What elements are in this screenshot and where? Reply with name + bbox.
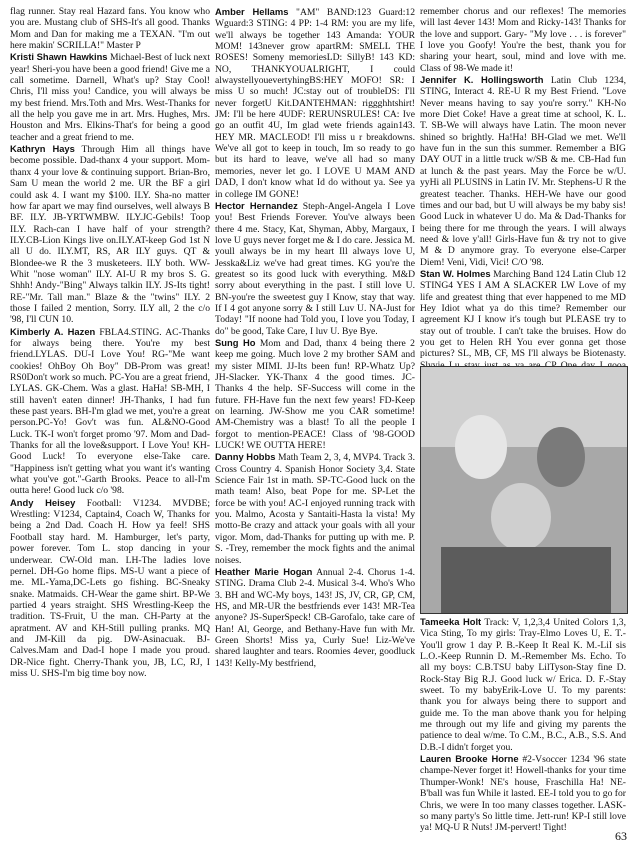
text-column-3-lower <box>420 616 627 834</box>
senior-name: Jennifer K. Hollingsworth <box>420 74 544 86</box>
senior-name: Kathryn Hays <box>10 143 75 155</box>
text-column-3 <box>420 6 626 364</box>
senior-message: Mom and Dad, thanx 4 being there 2 keep me going. Much love 2 my brother SAM and my sister MIMI. JJ-Its been fun! RP-Whatz Up? JH-Slacker. YK-Thanx 4 the good times. JC-Thanks 4 the help. SF-Success will come in the future. FH-Have fun the next few years! FD-Keep on learning. JW-Show me you CAR sometime! AM-Chemistry was a blast! To all the people I forgot to mention-PEACE! Class of '98-GOOD LUCK! WE OUTTA HERE! <box>215 337 415 452</box>
senior-entry <box>215 337 415 451</box>
senior-name: Danny Hobbs <box>215 451 276 463</box>
senior-message: Marching Band 124 Latin Club 12 STING4 YES I AM A SLACKER LW Love of my life and greatest thing that ever happened to me MD Hey Idiot what ya do this time? Remember our agreement KJ I know it's tough but PLEASE try to stay out of trouble. I can't take the bruises. How do you get to Helen RH You ever gonna get those pictures? SL, MB, CF, MS I'll always be Biotenasty. <box>420 268 627 360</box>
senior-name: Kimberly A. Hazen <box>10 325 96 337</box>
senior-entry <box>215 566 415 669</box>
senior-message: "AM" BAND:123 Guard:12 Wguard:3 STING: 4 PP: 1-4 RM: you are my life, we'll always be together 143 Amanda: YOUR MOM! 143never grow apartRM: SMELL THE ROSES! Someny memoriesLD: SillyB! 143 KD: NO, THANKYOUALRIGHT, I could alwaystellyouevertyhingBS:HEY MOFO! SR: I miss U so much! JC:stay out of troubleDS: I'll never forgetU Kit.DANTEHMAN: riggghhtshirt! JM: I'll be here 4UDF: RERUNSRULES! CA: Ive go an outfit 4U, Im glad wete friends again143. HEY MR. MACLEOD! I'll miss u r breakdowns. We've all got to keep in touch, Im so ready to go but its hard to leave, we've all had so many memories, never let go. I LOVE U MAM AND DAD, I don't know what Id do without ya. See ya in college IM GONE! <box>215 7 415 200</box>
senior-name: Amber Hellams <box>215 6 289 17</box>
senior-message: #2-Vsoccer 1234 '96 state champe-Never forget it! Howell-thanks for your time Thumper-Wonk! NE's house, Fraschilla Ha! NE-B'ball was fun While it lasted. EE-I told you to go for Chris, we were In too many classes together. LASK-so many party's So little time. Jett-run! KP-I still love ya! MQ-U R Nuts! JM-pervert! Tight! <box>420 754 626 834</box>
senior-name: Sung Ho <box>215 336 256 348</box>
photo-students-group-image <box>421 367 627 613</box>
senior-entry <box>10 326 210 497</box>
senior-message: remember chorus and our reflexes! The memories will last 4ever 143! Mom and Ricky-143! Thanks for the love and support. Gary- "My love . . . is forever" I love you Goofy! You're the best, thank you for sharing your heart, soul, mind and love with me. Class of 98-We made it! <box>420 6 626 74</box>
senior-entry <box>10 51 210 143</box>
senior-entry <box>215 6 415 200</box>
senior-message: Through Him all things have become possible. Dad-thanx 4 your support. Mom-thanx 4 your love & continuing support. Brian-Bro, Sam U mean the world 2 me. UR the BF a girl could ask 4. I want my $100. ILY. Sha-no matter how far apart we may find ourselves, well always B BF. ILY. JB-YRTWMBW. ILY.JC-Gebils! Toop ILY. Rach-can I have half of your strength? ILY.CB-Lion Kings live on.ILY.AT-keep God 1st N all U do. ILY.MT, RS, AR ILY guys. QT & Blondee-we R the 3 musketeers. ILY both. WW-Whit "nose woman" ILY. AI-U R my bros S. G. Shhh! Andy-"Bing" Always talkin ILY. JS-Its tight! RE-"Mr. Tall man." Blaze & the "twins" ILY. 2 those I failed 2 mention, Sorry. ILY all, 2 the c/o '98, I'll CUN 10. <box>10 144 210 326</box>
text-column-1 <box>10 6 210 828</box>
senior-entry <box>215 451 415 565</box>
senior-entry <box>420 6 626 74</box>
senior-name: Lauren Brooke Horne <box>420 753 519 765</box>
senior-message: Math Team 2, 3, 4, MVP4. Track 3. Cross Country 4. Spanish Honor Society 3,4. State Science Fair 1st in math. SP-TC-Good luck on the math team! Also, beat Pope for me. SP-Let the force be with you! AC-I enjoyed running track with you. Malmo, Acosta y Santaiti-Hasta la vista! My motto-Be crazy and attack your goals with all your vigor. Mom, dad-Thanks for putting up with me. P. S. -Trey, remember the mock fights and the animal noises. <box>215 452 416 566</box>
senior-entry <box>420 753 626 833</box>
senior-name: Heather Marie Hogan <box>215 565 313 577</box>
senior-entry <box>10 6 210 51</box>
senior-message: Track: V, 1,2,3,4 United Colors 1,3, Vica Sting, To my girls: Tray-Elmo Loves U, E. T.-You'll grow 1 day P. B.-Keep It Real K. M.-LiI sis L.O.-Keep Runnin D. M.-Remember Ms. Echo. To all my boys: C.B.TSU baby LilTyson-Stay fine D. Rock-Stay Big R.J. Good luck w/ Erica. D. F.-Stay sweet. To my babyErik-Love U. To my parents: thank you for always being there to support and guide me. To the man above thank you for helping me through out my life and giving my parents the patience to deal w/me. To C.M., B.C., A.B., S.S. And D.B.-I didn't forget you. <box>420 617 627 753</box>
senior-message: flag runner. Stay real Hazard fans. You know who you are. Mustang club of SHS-It's all good. Thanks Mom and Dan for making me a TEXAN. "I'm out here makin' SCRILLA!" Master P <box>10 6 210 52</box>
senior-name: Tameeka Holt <box>420 616 482 627</box>
page-number: 63 <box>615 829 627 843</box>
senior-message: Latin Club 1234, STING, Interact 4. RE-U R my Best Friend. "Love Never means having to say you're sorry." KH-No more Diet Coke! Have a great time at school, K. L. T. SB-We will always have Latin. The moon never shined so brightly. Ha!Ha! BH-Glad we met. We'll have fun in the sun this summer. Remember a BIG DAY OUT in a little truck w/SB & me. CB-Had fun at lunch & the past years. May the Force be w/U. yyHi all PLUSINS in Latin IV. Mr. Stephens-U R the greatest teacher. Thanks. HEH-We have our good times and our bad, but U will always be my baby sis! Good Luck in whatever U do. Ma & Dad-Thanks for being there for me through the years. I will always need & love y'all! Girls-Have fun & try not to give M & D anymore gray. To everyone else-Carper Diem! Veni, Vidi, Vici! C/O '98. <box>420 75 626 268</box>
senior-message: Annual 2-4. Chorus 1-4. STING. Drama Club 2-4. Musical 3-4. Who's Who 3. BH and WC-My boys, 143! JS, JV, CR, GP, CM, HS, and MR-UR the bestfriends ever 143! MR-Tea anyone? JS-SuperSpeck! CB-Garofalo, take care of Han! Al, George, and Bethany-Have fun with Mr. Green Shorts! Miss ya, Curly Sue! Liz-We've shared laughter and tears. Roomies 4ever, goodluck 143! Kelly-My bestfriend, <box>215 566 415 669</box>
text-column-2 <box>215 6 415 828</box>
senior-entry <box>10 143 210 326</box>
senior-name: Hector Hernandez <box>215 199 298 211</box>
photo-students-group <box>420 366 628 614</box>
senior-entry <box>10 497 210 680</box>
senior-message: FBLA4.STING. AC-Thanks for always being there. You're my best friend.LYLAS. DU-I Love You! RG-"Me want cookies! OhBoy Oh Boy" DB-Prom was great! RS0Don't work so much. PC-You are a great friend, LYLAS. GK-Chem. Was a glast. HaHa! SB-MH, I still haven't eaten dinner! JH-Thanks, I had fun these past years. BH-I'm glad we met, you're a great person.PC-Yo! Gov't was fun. AL&NO-Good Luck. TK-I won't forget promo '97. Mom and Dad-Thanks for all the love&support. I Love You! KH-Good Luck! To everyone else-Take care. "Happiness isn't getting what you want it's wanting what you've got."-Garth Brooks. Peace to all-I'm outta here! Good luck c/o '98. <box>10 326 210 497</box>
senior-name: Kristi Shawn Hawkins <box>10 51 108 63</box>
senior-message: Michael-Best of luck next year! Sheri-you have been a good friend! Give me a call sometime. Darnell, What's up? Stay Cool! Chris, I'll miss you! Candice, you will always be my best friend. Mrs.Toth and Mrs. West-Thanks for all the help you gave me in art. Mrs. Hughes, Mrs. Houston and Mrs. Elkins-That's for being a good teacher and a great friend to me. <box>10 52 211 143</box>
senior-entry <box>215 200 415 337</box>
senior-name: Andy Heisey <box>10 496 76 508</box>
senior-message: Steph-Angel-Angela I Love you! Best Friends Forever. You've always been there 4 me. Stacy, Kat, Shyman, Abby, Margaux, I love U guys never forget me & I do care. Jessica M. youll always be in my heart Ill always love U, Jesska&Liz we've had great times. KG you're the greatest so its good luck with everything. M&D sorry about everything in the past. I still love U. BN-you're the sweetest guy I Know, stay that way. If I 4 got anyone sorry & I still Luv U. NA-Just for Today! "If noone had Told you, I love you Today, I do" be good, Take Care, I luv U. Bye Bye. <box>215 200 415 337</box>
senior-entry <box>420 616 626 753</box>
senior-message: Football: V1234. MVDBE; Wrestling: V1234, Captain4, Coach W, Thanks for being a 2nd Dad. Coach H. How ya feel! SHS Football stay hard. M. Hamburger, let's party, power forever. Tom L. stop dancing in your underwear. CW-Old man. LH-The ladies love pernel. DH-Go home flips. MS-U want a piece of me. ML-Yama,DC-Lets go fishing. BC-Sneaky snake. Matmaids. CH-Wear the game shirt. BP-We partied 4 years straight. SHS Wrestling-Keep the tradition. TS-Fruit, U the man. CH-Party at the apratment. AV and KH-Still pulling pranks. MQ and JM-Kill da pig. DW-Asinacuak. BJ-Calves.Mam and Dad-I hope I made you proud. DR-Nice fight. Cherry-Thank you, JB, LC, RJ, I miss U. SHS-I'm big time boy now. <box>10 497 210 679</box>
senior-name: Stan W. Holmes <box>420 267 491 279</box>
senior-entry <box>420 74 626 268</box>
